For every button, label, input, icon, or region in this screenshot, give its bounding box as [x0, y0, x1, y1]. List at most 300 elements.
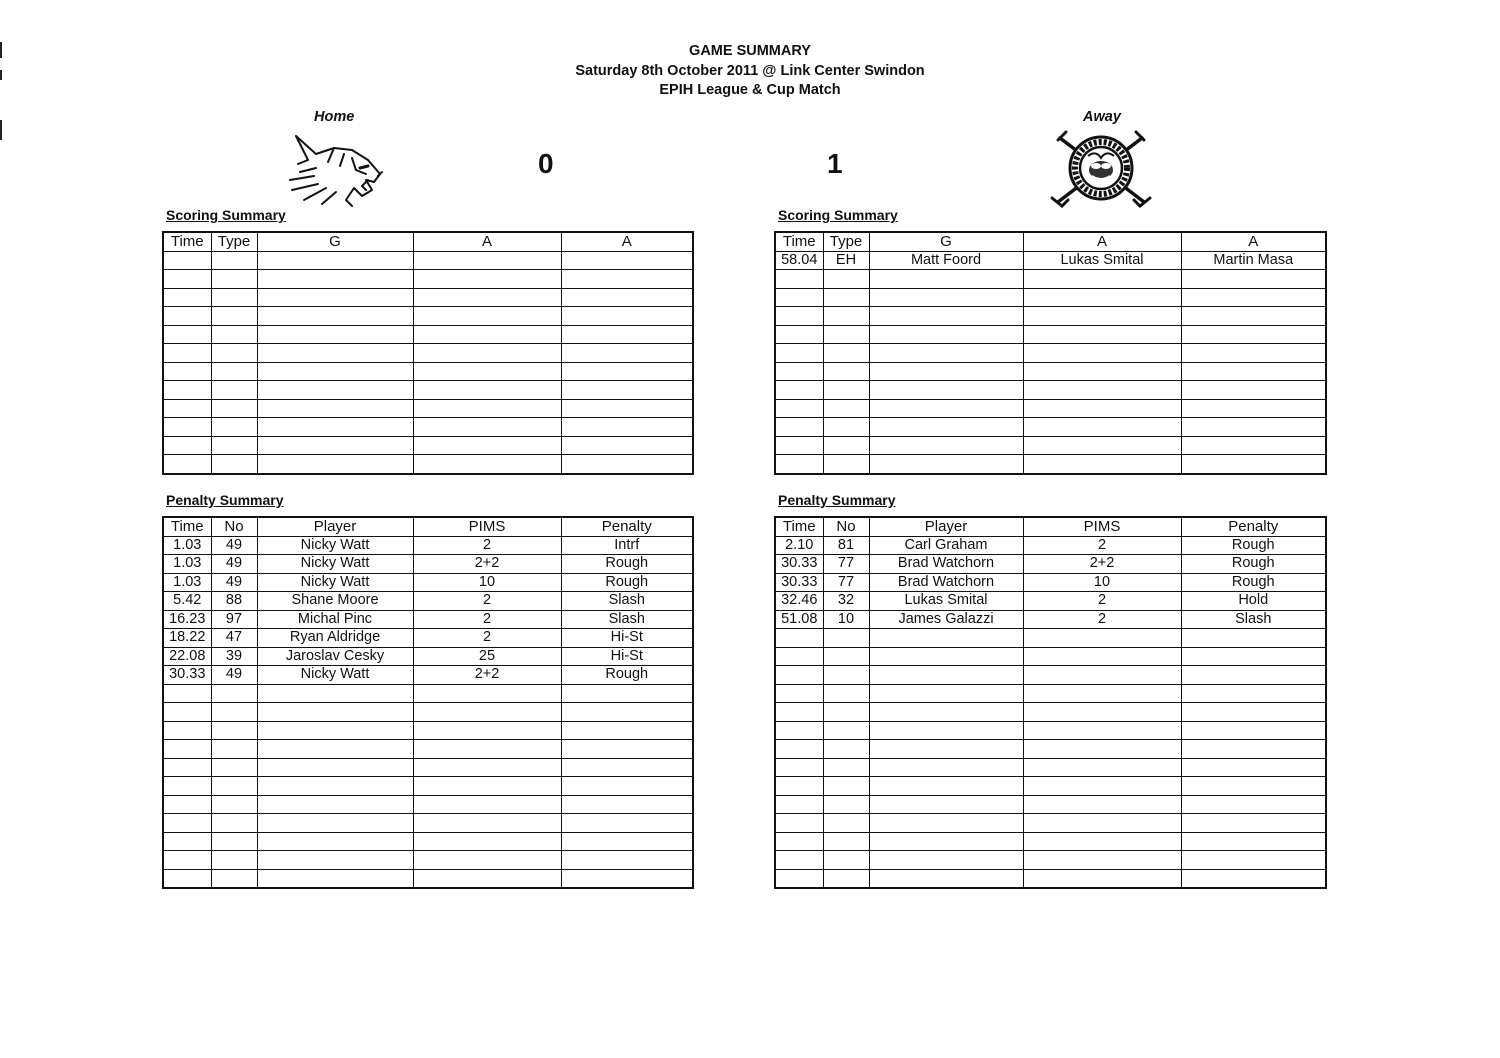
- table-cell: [211, 814, 257, 833]
- table-cell: 1.03: [163, 555, 211, 574]
- table-row: [775, 381, 1326, 400]
- table-cell: [775, 436, 823, 455]
- table-cell: [1181, 758, 1326, 777]
- table-cell: [211, 307, 257, 326]
- table-cell: 1.03: [163, 536, 211, 555]
- table-cell: [869, 795, 1023, 814]
- table-cell: [163, 418, 211, 437]
- table-row: [163, 592, 693, 611]
- table-row: [163, 814, 693, 833]
- table-cell: [775, 647, 823, 666]
- table-cell: [561, 344, 693, 363]
- table-cell: 1.03: [163, 573, 211, 592]
- table-cell: [211, 418, 257, 437]
- table-cell: Carl Graham: [869, 536, 1023, 555]
- table-cell: [413, 270, 561, 289]
- table-row: [775, 436, 1326, 455]
- table-cell: 18.22: [163, 629, 211, 648]
- table-cell: Lukas Smital: [1023, 251, 1181, 270]
- table-cell: [775, 307, 823, 326]
- table-cell: [561, 270, 693, 289]
- table-cell: [211, 399, 257, 418]
- table-cell: [1023, 832, 1181, 851]
- table-cell: 2+2: [1023, 555, 1181, 574]
- away-scoring-table: [774, 231, 1327, 475]
- column-header: Time: [775, 517, 823, 536]
- table-cell: [1023, 629, 1181, 648]
- table-cell: [163, 758, 211, 777]
- table-cell: [163, 399, 211, 418]
- table-cell: [775, 758, 823, 777]
- table-cell: [257, 362, 413, 381]
- table-cell: [1181, 362, 1326, 381]
- table-cell: [561, 436, 693, 455]
- home-penalty-table: [162, 516, 694, 889]
- table-cell: [1181, 684, 1326, 703]
- table-cell: [561, 307, 693, 326]
- table-cell: [211, 455, 257, 474]
- table-cell: Slash: [1181, 610, 1326, 629]
- table-cell: 49: [211, 536, 257, 555]
- table-cell: [869, 418, 1023, 437]
- column-header: No: [211, 517, 257, 536]
- table-row: [775, 703, 1326, 722]
- table-row: [775, 399, 1326, 418]
- table-cell: [257, 381, 413, 400]
- table-cell: [869, 666, 1023, 685]
- table-cell: 39: [211, 647, 257, 666]
- table-row: [775, 814, 1326, 833]
- column-header: A: [413, 232, 561, 251]
- table-cell: [257, 270, 413, 289]
- home-penalty-title: Penalty Summary: [166, 492, 284, 508]
- table-cell: [1023, 362, 1181, 381]
- table-cell: [1181, 869, 1326, 888]
- table-cell: [561, 740, 693, 759]
- column-header: Type: [211, 232, 257, 251]
- table-cell: [1023, 381, 1181, 400]
- table-cell: [1023, 777, 1181, 796]
- table-cell: 10: [1023, 573, 1181, 592]
- table-cell: [1023, 270, 1181, 289]
- table-cell: [211, 777, 257, 796]
- document-title: GAME SUMMARY: [689, 43, 811, 59]
- table-row: [163, 399, 693, 418]
- table-cell: [869, 629, 1023, 648]
- table-row: [163, 418, 693, 437]
- table-cell: [775, 666, 823, 685]
- table-row: [775, 721, 1326, 740]
- table-cell: [561, 251, 693, 270]
- table-cell: Martin Masa: [1181, 251, 1326, 270]
- table-cell: [413, 418, 561, 437]
- table-cell: [257, 288, 413, 307]
- table-cell: 25: [413, 647, 561, 666]
- table-header-row: [163, 232, 693, 251]
- table-cell: Rough: [1181, 555, 1326, 574]
- bracknell-bees-crest-icon: [1048, 128, 1154, 208]
- table-cell: [869, 455, 1023, 474]
- table-row: [163, 869, 693, 888]
- table-cell: [1181, 344, 1326, 363]
- away-penalty-title: Penalty Summary: [778, 492, 896, 508]
- table-cell: [257, 740, 413, 759]
- home-scoring-title: Scoring Summary: [166, 207, 286, 223]
- table-cell: [823, 455, 869, 474]
- table-cell: Rough: [561, 573, 693, 592]
- table-row: [163, 703, 693, 722]
- table-cell: James Galazzi: [869, 610, 1023, 629]
- table-cell: [163, 251, 211, 270]
- table-cell: [823, 344, 869, 363]
- table-row: [775, 758, 1326, 777]
- table-cell: [823, 814, 869, 833]
- table-cell: [163, 703, 211, 722]
- away-penalty-table: [774, 516, 1327, 889]
- table-cell: [1023, 455, 1181, 474]
- table-cell: [211, 362, 257, 381]
- table-row: [163, 610, 693, 629]
- table-row: [775, 573, 1326, 592]
- table-cell: [413, 288, 561, 307]
- table-cell: [211, 832, 257, 851]
- table-cell: [163, 684, 211, 703]
- table-cell: Hold: [1181, 592, 1326, 611]
- table-row: [163, 721, 693, 740]
- table-cell: Nicky Watt: [257, 555, 413, 574]
- column-header: A: [1023, 232, 1181, 251]
- table-row: [775, 288, 1326, 307]
- table-cell: [413, 362, 561, 381]
- column-header: Type: [823, 232, 869, 251]
- table-row: [163, 307, 693, 326]
- table-row: [163, 288, 693, 307]
- table-row: [775, 536, 1326, 555]
- table-row: [775, 629, 1326, 648]
- column-header: A: [561, 232, 693, 251]
- table-cell: [561, 399, 693, 418]
- table-cell: 2: [1023, 592, 1181, 611]
- table-row: [163, 795, 693, 814]
- table-cell: [257, 251, 413, 270]
- table-row: [775, 307, 1326, 326]
- table-cell: [1181, 832, 1326, 851]
- column-header: Player: [257, 517, 413, 536]
- table-cell: [163, 455, 211, 474]
- table-cell: [413, 740, 561, 759]
- table-cell: [869, 647, 1023, 666]
- table-row: [775, 610, 1326, 629]
- table-cell: [869, 740, 1023, 759]
- table-cell: [211, 684, 257, 703]
- table-cell: [1023, 814, 1181, 833]
- table-cell: [1181, 381, 1326, 400]
- table-cell: [1023, 851, 1181, 870]
- column-header: Time: [775, 232, 823, 251]
- table-row: [163, 777, 693, 796]
- table-cell: Michal Pinc: [257, 610, 413, 629]
- table-cell: [1181, 629, 1326, 648]
- table-cell: 97: [211, 610, 257, 629]
- table-cell: [257, 758, 413, 777]
- column-header: Penalty: [1181, 517, 1326, 536]
- table-cell: 16.23: [163, 610, 211, 629]
- table-cell: 58.04: [775, 251, 823, 270]
- table-cell: [211, 795, 257, 814]
- table-cell: Matt Foord: [869, 251, 1023, 270]
- table-row: [163, 758, 693, 777]
- table-cell: [561, 455, 693, 474]
- table-cell: 5.42: [163, 592, 211, 611]
- table-cell: [561, 777, 693, 796]
- away-scoring-title: Scoring Summary: [778, 207, 898, 223]
- table-cell: [561, 418, 693, 437]
- table-cell: [163, 288, 211, 307]
- table-cell: [211, 758, 257, 777]
- table-cell: [561, 758, 693, 777]
- table-cell: [561, 684, 693, 703]
- table-cell: 49: [211, 555, 257, 574]
- table-cell: [775, 740, 823, 759]
- column-header: PIMS: [1023, 517, 1181, 536]
- table-cell: [257, 832, 413, 851]
- table-cell: [211, 251, 257, 270]
- table-row: [775, 455, 1326, 474]
- table-cell: Hi-St: [561, 647, 693, 666]
- table-cell: [1181, 399, 1326, 418]
- table-cell: [211, 381, 257, 400]
- table-cell: [869, 399, 1023, 418]
- column-header: PIMS: [413, 517, 561, 536]
- table-cell: [163, 814, 211, 833]
- table-cell: Rough: [1181, 573, 1326, 592]
- column-header: No: [823, 517, 869, 536]
- table-cell: [163, 381, 211, 400]
- table-cell: 81: [823, 536, 869, 555]
- column-header: Player: [869, 517, 1023, 536]
- table-cell: Rough: [561, 555, 693, 574]
- table-cell: [1181, 721, 1326, 740]
- table-header-row: [775, 232, 1326, 251]
- table-cell: [823, 777, 869, 796]
- table-cell: [775, 344, 823, 363]
- table-cell: 30.33: [163, 666, 211, 685]
- table-cell: [561, 288, 693, 307]
- table-cell: [775, 381, 823, 400]
- home-scoring-table: [162, 231, 694, 475]
- table-row: [775, 325, 1326, 344]
- table-cell: [823, 703, 869, 722]
- column-header: Time: [163, 232, 211, 251]
- table-cell: [163, 362, 211, 381]
- table-cell: [775, 795, 823, 814]
- table-cell: [163, 851, 211, 870]
- table-cell: [869, 381, 1023, 400]
- table-cell: [775, 721, 823, 740]
- table-row: [163, 325, 693, 344]
- table-cell: [1181, 814, 1326, 833]
- table-cell: [211, 703, 257, 722]
- table-cell: 10: [823, 610, 869, 629]
- table-cell: [211, 325, 257, 344]
- table-cell: [561, 832, 693, 851]
- table-cell: [1181, 703, 1326, 722]
- table-cell: [823, 684, 869, 703]
- table-cell: Lukas Smital: [869, 592, 1023, 611]
- table-cell: [823, 288, 869, 307]
- table-row: [163, 555, 693, 574]
- table-row: [775, 592, 1326, 611]
- table-cell: [1181, 740, 1326, 759]
- table-cell: Slash: [561, 610, 693, 629]
- table-cell: [869, 869, 1023, 888]
- wildcat-head-icon: [282, 130, 386, 210]
- table-cell: 22.08: [163, 647, 211, 666]
- home-label: Home: [314, 109, 355, 125]
- table-cell: 2: [1023, 536, 1181, 555]
- table-cell: [1181, 270, 1326, 289]
- table-cell: Shane Moore: [257, 592, 413, 611]
- table-cell: [1023, 684, 1181, 703]
- table-cell: [413, 869, 561, 888]
- table-cell: 77: [823, 555, 869, 574]
- table-cell: [823, 399, 869, 418]
- table-cell: [413, 307, 561, 326]
- table-cell: [869, 777, 1023, 796]
- table-cell: [1181, 455, 1326, 474]
- table-cell: [1181, 647, 1326, 666]
- table-cell: [561, 814, 693, 833]
- away-score: 1: [827, 148, 843, 179]
- table-cell: [413, 455, 561, 474]
- table-row: [775, 869, 1326, 888]
- table-cell: [1181, 288, 1326, 307]
- table-cell: [413, 436, 561, 455]
- table-cell: [775, 270, 823, 289]
- table-row: [163, 455, 693, 474]
- table-cell: [869, 325, 1023, 344]
- table-cell: Rough: [1181, 536, 1326, 555]
- table-cell: [869, 851, 1023, 870]
- table-cell: [257, 399, 413, 418]
- table-cell: 2: [413, 592, 561, 611]
- table-cell: [823, 869, 869, 888]
- table-cell: [1181, 795, 1326, 814]
- table-cell: [823, 629, 869, 648]
- table-cell: [211, 270, 257, 289]
- table-cell: [1023, 288, 1181, 307]
- table-cell: [211, 436, 257, 455]
- table-cell: [869, 832, 1023, 851]
- table-cell: [561, 851, 693, 870]
- table-cell: [1023, 325, 1181, 344]
- table-row: [775, 418, 1326, 437]
- table-cell: [257, 703, 413, 722]
- table-row: [163, 344, 693, 363]
- table-cell: [257, 455, 413, 474]
- table-cell: [561, 795, 693, 814]
- table-cell: 10: [413, 573, 561, 592]
- table-cell: [869, 721, 1023, 740]
- table-cell: [1023, 703, 1181, 722]
- table-cell: [1181, 436, 1326, 455]
- column-header: G: [257, 232, 413, 251]
- table-cell: [561, 703, 693, 722]
- table-cell: 2: [413, 629, 561, 648]
- table-cell: [823, 418, 869, 437]
- table-cell: Brad Watchorn: [869, 555, 1023, 574]
- table-row: [163, 270, 693, 289]
- table-cell: [413, 851, 561, 870]
- table-cell: [257, 684, 413, 703]
- table-cell: [211, 869, 257, 888]
- table-cell: Slash: [561, 592, 693, 611]
- table-row: [775, 344, 1326, 363]
- table-cell: [163, 344, 211, 363]
- table-cell: [413, 814, 561, 833]
- table-cell: 88: [211, 592, 257, 611]
- table-row: [775, 740, 1326, 759]
- table-cell: 30.33: [775, 573, 823, 592]
- table-cell: [823, 795, 869, 814]
- table-cell: Brad Watchorn: [869, 573, 1023, 592]
- table-cell: [211, 721, 257, 740]
- table-row: [163, 666, 693, 685]
- table-cell: [869, 758, 1023, 777]
- table-header-row: [775, 517, 1326, 536]
- table-cell: Ryan Aldridge: [257, 629, 413, 648]
- table-cell: [163, 777, 211, 796]
- table-cell: [1181, 851, 1326, 870]
- table-row: [163, 536, 693, 555]
- table-row: [775, 362, 1326, 381]
- table-cell: 47: [211, 629, 257, 648]
- scan-mark: [0, 70, 2, 80]
- table-cell: [561, 362, 693, 381]
- table-cell: 2: [413, 610, 561, 629]
- table-cell: Nicky Watt: [257, 666, 413, 685]
- table-cell: [775, 703, 823, 722]
- table-cell: [163, 270, 211, 289]
- table-row: [775, 851, 1326, 870]
- table-row: [775, 832, 1326, 851]
- table-cell: 49: [211, 666, 257, 685]
- table-cell: [257, 795, 413, 814]
- table-cell: [163, 795, 211, 814]
- table-cell: [163, 307, 211, 326]
- table-cell: [561, 325, 693, 344]
- scan-mark: [0, 120, 2, 140]
- game-date-venue: Saturday 8th October 2011 @ Link Center Swindon: [575, 62, 925, 79]
- table-row: [775, 647, 1326, 666]
- table-cell: [823, 851, 869, 870]
- table-cell: [1023, 436, 1181, 455]
- table-cell: [775, 362, 823, 381]
- table-row: [775, 555, 1326, 574]
- table-cell: [163, 869, 211, 888]
- table-cell: [1181, 418, 1326, 437]
- table-cell: [163, 721, 211, 740]
- table-cell: [1181, 777, 1326, 796]
- table-cell: [823, 647, 869, 666]
- table-cell: [1023, 869, 1181, 888]
- table-row: [163, 740, 693, 759]
- table-cell: [869, 270, 1023, 289]
- table-row: [163, 436, 693, 455]
- table-cell: [413, 758, 561, 777]
- table-cell: 2: [413, 536, 561, 555]
- table-cell: Jaroslav Cesky: [257, 647, 413, 666]
